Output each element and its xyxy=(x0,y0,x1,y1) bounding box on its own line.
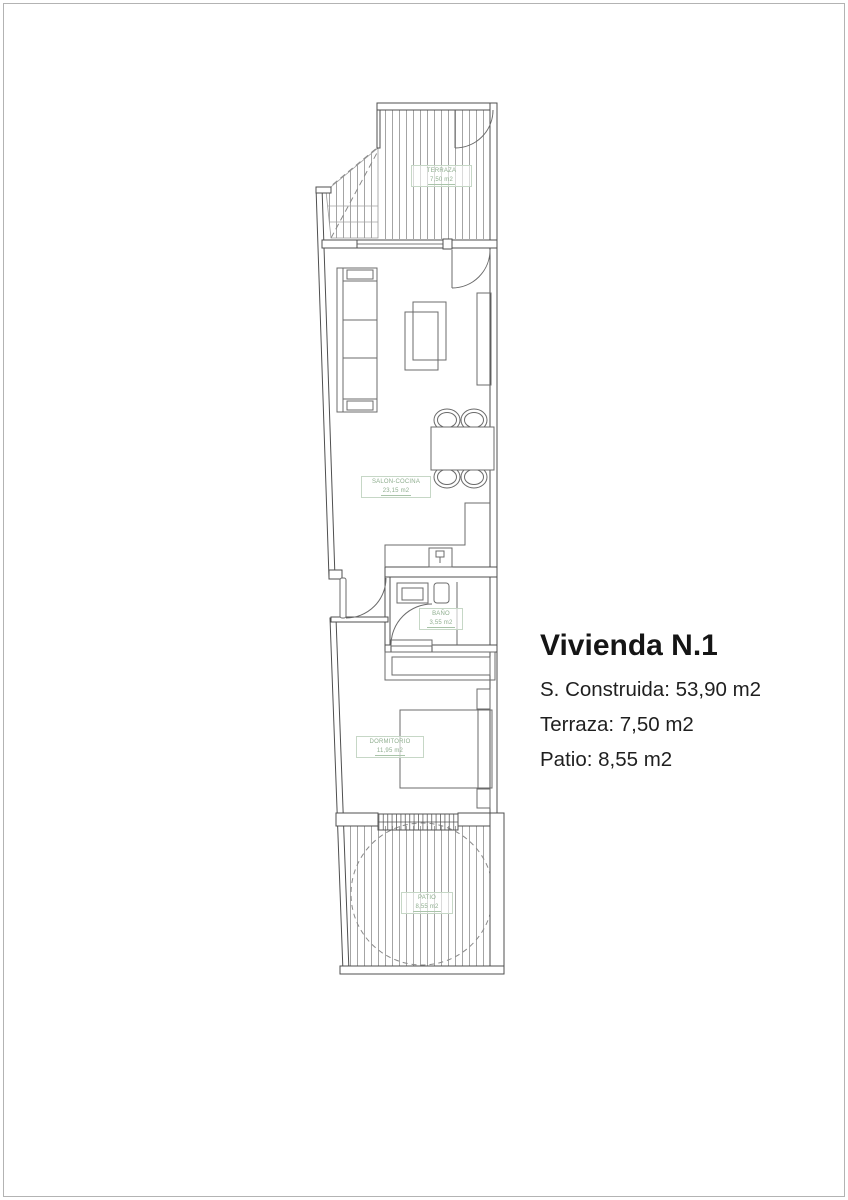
info-panel xyxy=(540,629,761,777)
room-label-terraza xyxy=(411,165,472,187)
room-area: 7,50 m2 xyxy=(428,176,455,186)
info-line-constructed-area: S. Construida: 53,90 m2 xyxy=(540,678,762,701)
bath-bed-wall-left xyxy=(385,645,391,652)
bedroom-furniture xyxy=(385,652,495,808)
dining-table xyxy=(431,427,494,470)
room-name: BAÑO xyxy=(432,611,450,617)
info-line-patio-area: Patio: 8,55 m2 xyxy=(540,748,673,771)
coffee-table xyxy=(405,302,446,370)
room-area: 3,55 m2 xyxy=(427,619,454,629)
sofa xyxy=(337,268,377,412)
info-line-terrace-area: Terraza: 7,50 m2 xyxy=(540,713,694,736)
kitchen-counter xyxy=(385,503,490,567)
patio-bottom-wall xyxy=(340,966,504,974)
room-area: 11,95 m2 xyxy=(375,747,405,757)
kitchen-bath-wall xyxy=(385,567,497,577)
room-area: 8,55 m2 xyxy=(413,903,440,913)
corridor-door xyxy=(340,578,386,618)
room-name: DORMITORIO xyxy=(369,739,411,745)
nightstand-top xyxy=(477,689,490,709)
left-wall-lower xyxy=(330,618,349,972)
room-name: PATIO xyxy=(417,895,437,901)
terraza-top-wall xyxy=(377,103,497,110)
room-name: TERRAZA xyxy=(426,168,457,174)
patio-right-wall xyxy=(490,813,504,974)
room-label-bano xyxy=(419,608,463,630)
corridor-sill xyxy=(331,617,388,622)
bed-patio-wall-left xyxy=(336,813,378,826)
terraza-left-edge xyxy=(377,110,380,148)
toilet xyxy=(434,583,449,603)
dining-set xyxy=(431,409,494,488)
room-name: SALON-COCINA xyxy=(371,479,421,485)
room-label-salon-cocina xyxy=(361,476,431,498)
wardrobe xyxy=(385,652,495,680)
room-area: 23,15 m2 xyxy=(381,487,412,497)
dwelling-title: Vivienda N.1 xyxy=(540,629,718,662)
tv-unit xyxy=(477,293,491,385)
bath-bed-wall-right xyxy=(432,645,497,652)
salon-entry-door xyxy=(452,250,490,288)
bath-west-wall xyxy=(385,577,390,652)
left-wall-cap xyxy=(316,187,331,193)
corridor-jamb xyxy=(329,570,342,579)
door-jamb xyxy=(443,239,452,249)
room-label-patio xyxy=(401,892,453,914)
nightstand-bottom xyxy=(477,789,490,808)
room-label-dormitorio xyxy=(356,736,424,758)
